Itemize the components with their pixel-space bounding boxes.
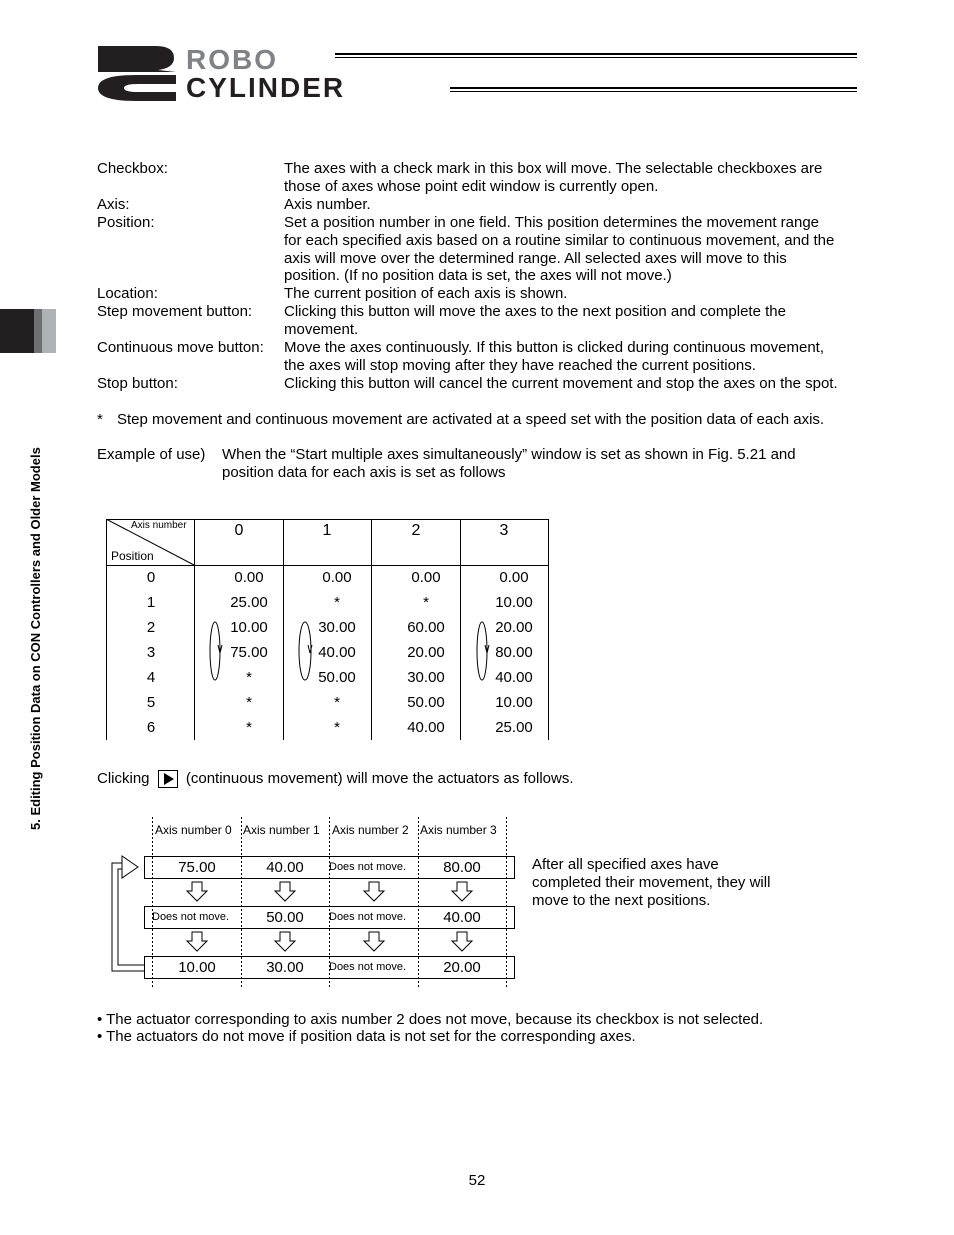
movement-flow-diagram — [108, 815, 518, 990]
flow-note-1: After all specified axes have — [532, 856, 719, 873]
table-cell: * — [246, 669, 252, 686]
flow-value: 30.00 — [266, 959, 304, 976]
continuous-move-button[interactable] — [158, 770, 178, 788]
table-position-number: 0 — [146, 569, 156, 586]
header-rule-bottom — [450, 87, 857, 92]
table-cell: 20.00 — [407, 644, 445, 661]
definition-term: Checkbox: — [97, 160, 168, 177]
table-axis-header: 2 — [411, 522, 421, 539]
table-cell: 10.00 — [495, 694, 533, 711]
table-cell: 75.00 — [230, 644, 268, 661]
position-table — [106, 519, 549, 740]
definition-desc: Set a position number in one field. This position determines the movement range — [284, 213, 820, 231]
table-cell: * — [334, 694, 340, 711]
table-cell: 40.00 — [318, 644, 356, 661]
definition-desc: axis will move over the determined range. All selected axes will move to this — [284, 249, 787, 267]
flow-axis-header: Axis number 0 — [155, 823, 232, 837]
down-arrow-icon — [364, 932, 384, 951]
table-cell: 40.00 — [407, 719, 445, 736]
clicking-sentence — [97, 770, 574, 788]
definition-term: Continuous move button: — [97, 339, 264, 356]
flow-note-3: move to the next positions. — [532, 892, 711, 909]
table-cell: 50.00 — [407, 694, 445, 711]
table-cell: 10.00 — [230, 619, 268, 636]
table-cell: 25.00 — [230, 594, 268, 611]
flow-does-not-move: Does not move. — [329, 911, 407, 923]
logo-cylinder: CYLINDER — [186, 72, 346, 103]
table-cell: 30.00 — [407, 669, 445, 686]
down-arrow-icon — [452, 882, 472, 901]
down-arrow-icon — [364, 882, 384, 901]
table-position-number: 4 — [146, 669, 156, 686]
table-cell: * — [246, 719, 252, 736]
table-position-number: 1 — [146, 594, 156, 611]
chapter-tab — [0, 309, 56, 353]
flow-value: 75.00 — [178, 859, 216, 876]
definition-desc: Clicking this button will move the axes to the next position and complete the — [284, 303, 786, 321]
flow-note-2: completed their movement, they will — [532, 874, 771, 891]
definition-desc: those of axes whose point edit window is currently open. — [284, 177, 659, 195]
table-position-number: 3 — [146, 644, 156, 661]
table-cell: 60.00 — [407, 619, 445, 636]
example-line-1: When the “Start multiple axes simultaneously” window is set as shown in Fig. 5.21 and — [222, 446, 796, 463]
table-position-number: 6 — [146, 719, 156, 736]
table-cell: * — [246, 694, 252, 711]
table-position-number: 5 — [146, 694, 156, 711]
flow-does-not-move: Does not move. — [329, 961, 407, 973]
example-label: Example of use) — [97, 446, 206, 463]
definition-desc: The axes with a check mark in this box will move. The selectable checkboxes are — [284, 160, 823, 177]
flow-value: 40.00 — [266, 859, 304, 876]
example-line-2: position data for each axis is set as follows — [222, 464, 506, 481]
down-arrow-icon — [187, 932, 207, 951]
page-number: 52 — [468, 1172, 486, 1189]
table-cell: 0.00 — [234, 569, 264, 586]
definition-desc: Axis number. — [284, 195, 371, 213]
logo-robo: ROBO — [186, 44, 278, 75]
table-cell: 30.00 — [318, 619, 356, 636]
rc-logo-mark — [96, 44, 180, 102]
flow-value: 40.00 — [443, 909, 481, 926]
table-cell: 80.00 — [495, 644, 533, 661]
note-text: Step movement and continuous movement are activated at a speed set with the position data of each axis. — [117, 411, 825, 428]
flow-value: 20.00 — [443, 959, 481, 976]
clicking-before: Clicking — [97, 770, 150, 787]
down-arrow-icon — [452, 932, 472, 951]
table-cell: 0.00 — [411, 569, 441, 586]
note-mark: * — [97, 411, 103, 428]
definition-term: Step movement button: — [97, 303, 253, 321]
play-icon — [159, 771, 177, 787]
bullet-1: • The actuator corresponding to axis number 2 does not move, because its checkbox is not selected. — [97, 1011, 764, 1028]
definition-term: Stop button: — [97, 374, 178, 392]
table-axis-header: 3 — [499, 522, 509, 539]
bullet-2: • The actuators do not move if position data is not set for the corresponding axes. — [97, 1028, 636, 1045]
table-cell: * — [423, 594, 429, 611]
definition-term: Axis: — [97, 195, 130, 213]
definition-term: Position: — [97, 213, 155, 231]
table-position-number: 2 — [146, 619, 156, 636]
definition-desc: Clicking this button will cancel the current movement and stop the axes on the spot. — [284, 374, 838, 392]
flow-value: 50.00 — [266, 909, 304, 926]
definition-desc: position. (If no position data is set, the axes will not move.) — [284, 267, 672, 285]
definition-term: Location: — [97, 285, 158, 303]
table-cell: 10.00 — [495, 594, 533, 611]
chapter-side-label: 5. Editing Position Data on CON Controllers and Older Models — [28, 447, 43, 830]
flow-does-not-move: Does not move. — [329, 861, 407, 873]
flow-axis-header: Axis number 3 — [420, 823, 497, 837]
flow-value: 80.00 — [443, 859, 481, 876]
table-corner-position: Position — [111, 549, 154, 563]
flow-value: 10.00 — [178, 959, 216, 976]
table-cell: 0.00 — [499, 569, 529, 586]
table-cell: 25.00 — [495, 719, 533, 736]
down-arrow-icon — [275, 882, 295, 901]
table-cell: 40.00 — [495, 669, 533, 686]
definition-desc: the axes will stop moving after they have reached the current positions. — [284, 356, 756, 374]
table-cell: * — [334, 594, 340, 611]
down-arrow-icon — [275, 932, 295, 951]
table-cell: 50.00 — [318, 669, 356, 686]
flow-axis-header: Axis number 2 — [332, 823, 409, 837]
definition-desc: The current position of each axis is shown. — [284, 285, 568, 303]
table-corner-axis-number: Axis number — [131, 520, 187, 531]
table-cell: * — [334, 719, 340, 736]
clicking-after: (continuous movement) will move the actuators as follows. — [185, 770, 574, 787]
table-axis-header: 0 — [234, 522, 244, 539]
flow-does-not-move: Does not move. — [152, 911, 230, 923]
flow-axis-header: Axis number 1 — [243, 823, 320, 837]
down-arrow-icon — [187, 882, 207, 901]
table-cell: 20.00 — [495, 619, 533, 636]
definition-desc: for each specified axis based on a routine similar to continuous movement, and the — [284, 231, 835, 249]
definition-desc: Move the axes continuously. If this button is clicked during continuous movement, — [284, 339, 825, 356]
table-axis-header: 1 — [322, 522, 332, 539]
definition-desc: movement. — [284, 321, 359, 339]
header-rule-top — [335, 53, 857, 58]
table-cell: 0.00 — [322, 569, 352, 586]
